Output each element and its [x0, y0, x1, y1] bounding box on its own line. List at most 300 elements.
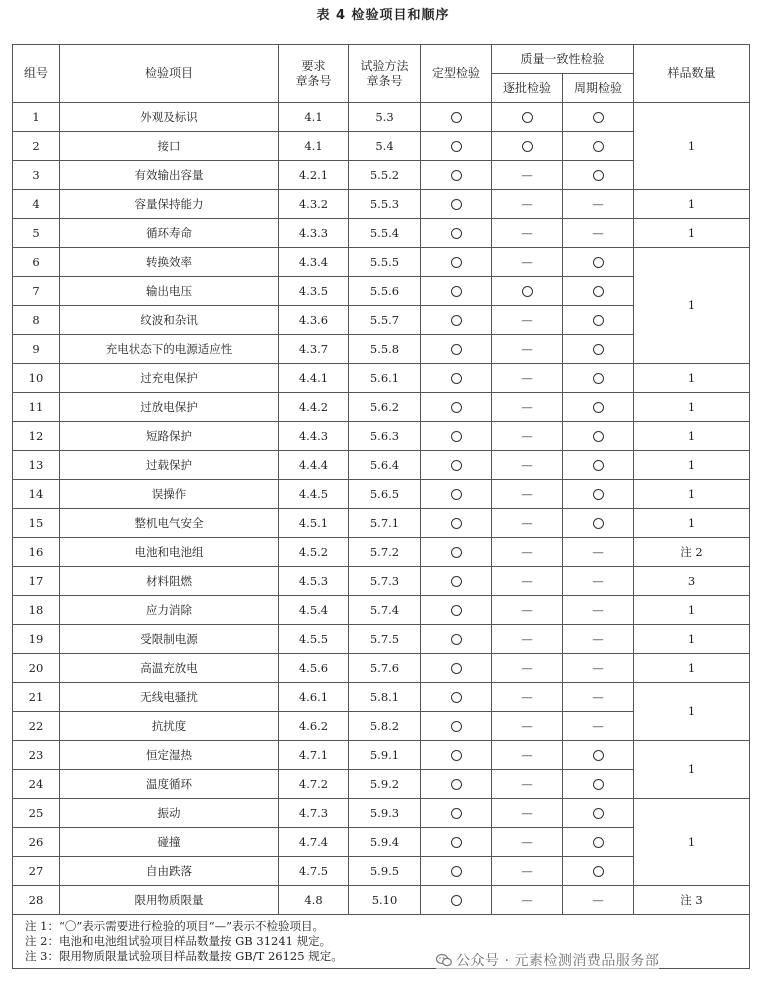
table-row: [13, 248, 750, 277]
cell-type-test: [421, 538, 492, 567]
dash-mark: —: [592, 602, 604, 617]
cell-periodic-test: [563, 683, 634, 712]
cell-method-clause: 5.3: [349, 103, 421, 132]
note-2: 注 2：电池和电池组试验项目样品数量按 GB 31241 规定。: [25, 934, 332, 948]
circle-mark: [451, 141, 462, 152]
dash-mark: —: [521, 399, 533, 414]
cell-item: 过充电保护: [60, 364, 279, 393]
cell-periodic-test: [563, 480, 634, 509]
cell-item: 应力消除: [60, 596, 279, 625]
cell-req-clause: 4.5.6: [279, 654, 349, 683]
cell-req-clause: 4.5.5: [279, 625, 349, 654]
circle-mark: [593, 431, 604, 442]
cell-sample-qty: 1: [634, 451, 750, 480]
cell-type-test: [421, 219, 492, 248]
cell-method-clause: 5.8.1: [349, 683, 421, 712]
cell-type-test: [421, 654, 492, 683]
cell-item: 容量保持能力: [60, 190, 279, 219]
cell-item: 温度循环: [60, 770, 279, 799]
table-row: [13, 190, 750, 219]
dash-mark: —: [521, 660, 533, 675]
cell-group-no: 24: [13, 770, 60, 799]
cell-req-clause: 4.7.3: [279, 799, 349, 828]
cell-group-no: 8: [13, 306, 60, 335]
cell-group-no: 3: [13, 161, 60, 190]
circle-mark: [451, 634, 462, 645]
cell-batch-test: [492, 654, 563, 683]
cell-method-clause: 5.6.4: [349, 451, 421, 480]
cell-method-clause: 5.9.1: [349, 741, 421, 770]
cell-group-no: 26: [13, 828, 60, 857]
cell-item: 自由跌落: [60, 857, 279, 886]
cell-req-clause: 4.3.6: [279, 306, 349, 335]
cell-sample-qty: 1: [634, 364, 750, 393]
table-title: 表 4 检验项目和顺序: [316, 8, 450, 23]
dash-mark: —: [521, 428, 533, 443]
cell-group-no: 5: [13, 219, 60, 248]
cell-req-clause: 4.5.3: [279, 567, 349, 596]
cell-batch-test: [492, 480, 563, 509]
table-row: [13, 567, 750, 596]
cell-sample-qty: 1: [634, 741, 750, 799]
cell-periodic-test: [563, 509, 634, 538]
cell-sample-qty: 3: [634, 567, 750, 596]
cell-group-no: 17: [13, 567, 60, 596]
circle-mark: [522, 141, 533, 152]
cell-group-no: 12: [13, 422, 60, 451]
table-row: [13, 509, 750, 538]
cell-sample-qty: 1: [634, 219, 750, 248]
cell-type-test: [421, 393, 492, 422]
cell-sample-qty: 1: [634, 103, 750, 190]
cell-periodic-test: [563, 770, 634, 799]
cell-group-no: 1: [13, 103, 60, 132]
cell-batch-test: [492, 277, 563, 306]
cell-batch-test: [492, 422, 563, 451]
cell-item: 材料阻燃: [60, 567, 279, 596]
circle-mark: [593, 257, 604, 268]
cell-batch-test: [492, 335, 563, 364]
cell-periodic-test: [563, 799, 634, 828]
cell-method-clause: 5.7.2: [349, 538, 421, 567]
cell-method-clause: 5.7.5: [349, 625, 421, 654]
header-group-no: 组号: [13, 45, 60, 103]
cell-method-clause: 5.5.4: [349, 219, 421, 248]
cell-item: 过载保护: [60, 451, 279, 480]
circle-mark: [451, 344, 462, 355]
cell-item: 循环寿命: [60, 219, 279, 248]
cell-group-no: 16: [13, 538, 60, 567]
circle-mark: [451, 576, 462, 587]
cell-req-clause: 4.1: [279, 103, 349, 132]
cell-batch-test: [492, 567, 563, 596]
cell-item: 抗扰度: [60, 712, 279, 741]
cell-sample-qty: 1: [634, 596, 750, 625]
circle-mark: [451, 112, 462, 123]
dash-mark: —: [521, 805, 533, 820]
cell-batch-test: [492, 306, 563, 335]
cell-type-test: [421, 451, 492, 480]
cell-periodic-test: [563, 857, 634, 886]
table-row: [13, 103, 750, 132]
cell-item: 无线电骚扰: [60, 683, 279, 712]
circle-mark: [451, 779, 462, 790]
cell-req-clause: 4.7.5: [279, 857, 349, 886]
cell-periodic-test: [563, 567, 634, 596]
cell-item: 转换效率: [60, 248, 279, 277]
cell-sample-qty: 1: [634, 509, 750, 538]
cell-group-no: 23: [13, 741, 60, 770]
table-row: [13, 799, 750, 828]
circle-mark: [451, 547, 462, 558]
circle-mark: [593, 141, 604, 152]
dash-mark: —: [521, 863, 533, 878]
cell-periodic-test: [563, 277, 634, 306]
cell-group-no: 7: [13, 277, 60, 306]
circle-mark: [593, 518, 604, 529]
circle-mark: [522, 112, 533, 123]
cell-type-test: [421, 625, 492, 654]
cell-periodic-test: [563, 596, 634, 625]
cell-method-clause: 5.5.5: [349, 248, 421, 277]
circle-mark: [451, 199, 462, 210]
cell-group-no: 2: [13, 132, 60, 161]
cell-group-no: 20: [13, 654, 60, 683]
table-row: [13, 219, 750, 248]
cell-req-clause: 4.7.4: [279, 828, 349, 857]
table-row: [13, 393, 750, 422]
cell-batch-test: [492, 248, 563, 277]
cell-periodic-test: [563, 712, 634, 741]
circle-mark: [522, 286, 533, 297]
table-row: [13, 596, 750, 625]
cell-req-clause: 4.4.2: [279, 393, 349, 422]
cell-req-clause: 4.4.3: [279, 422, 349, 451]
cell-req-clause: 4.2.1: [279, 161, 349, 190]
dash-mark: —: [521, 312, 533, 327]
circle-mark: [451, 837, 462, 848]
dash-mark: —: [592, 225, 604, 240]
dash-mark: —: [521, 776, 533, 791]
cell-batch-test: [492, 741, 563, 770]
cell-type-test: [421, 799, 492, 828]
cell-group-no: 15: [13, 509, 60, 538]
cell-method-clause: 5.9.3: [349, 799, 421, 828]
cell-item: 过放电保护: [60, 393, 279, 422]
cell-sample-qty: 1: [634, 480, 750, 509]
cell-sample-qty: 1: [634, 248, 750, 364]
table-row: [13, 538, 750, 567]
cell-type-test: [421, 364, 492, 393]
header-req-clause: 要求 章条号: [279, 45, 349, 103]
cell-type-test: [421, 770, 492, 799]
circle-mark: [593, 489, 604, 500]
cell-item: 有效输出容量: [60, 161, 279, 190]
watermark: [436, 950, 659, 970]
cell-item: 整机电气安全: [60, 509, 279, 538]
note-1: 注 1：“〇”表示需要进行检验的项目“—”表示不检验项目。: [25, 919, 324, 933]
cell-sample-qty: 注 2: [634, 538, 750, 567]
cell-periodic-test: [563, 625, 634, 654]
cell-periodic-test: [563, 103, 634, 132]
cell-req-clause: 4.3.2: [279, 190, 349, 219]
cell-periodic-test: [563, 248, 634, 277]
circle-mark: [593, 315, 604, 326]
cell-type-test: [421, 828, 492, 857]
dash-mark: —: [592, 544, 604, 559]
cell-req-clause: 4.8: [279, 886, 349, 915]
cell-type-test: [421, 480, 492, 509]
cell-req-clause: 4.7.1: [279, 741, 349, 770]
circle-mark: [451, 866, 462, 877]
cell-periodic-test: [563, 335, 634, 364]
cell-type-test: [421, 132, 492, 161]
cell-req-clause: 4.5.4: [279, 596, 349, 625]
dash-mark: —: [521, 167, 533, 182]
dash-mark: —: [592, 892, 604, 907]
cell-type-test: [421, 248, 492, 277]
cell-item: 电池和电池组: [60, 538, 279, 567]
cell-sample-qty: 1: [634, 625, 750, 654]
circle-mark: [451, 170, 462, 181]
cell-method-clause: 5.5.2: [349, 161, 421, 190]
cell-group-no: 22: [13, 712, 60, 741]
circle-mark: [593, 808, 604, 819]
dash-mark: —: [592, 196, 604, 211]
cell-periodic-test: [563, 132, 634, 161]
cell-method-clause: 5.5.6: [349, 277, 421, 306]
cell-sample-qty: 1: [634, 190, 750, 219]
table-row: [13, 741, 750, 770]
circle-mark: [593, 344, 604, 355]
circle-mark: [451, 373, 462, 384]
cell-req-clause: 4.6.1: [279, 683, 349, 712]
cell-item: 恒定湿热: [60, 741, 279, 770]
circle-mark: [593, 373, 604, 384]
cell-req-clause: 4.3.3: [279, 219, 349, 248]
cell-type-test: [421, 683, 492, 712]
cell-group-no: 14: [13, 480, 60, 509]
circle-mark: [451, 750, 462, 761]
cell-sample-qty: 1: [634, 393, 750, 422]
cell-item: 高温充放电: [60, 654, 279, 683]
cell-item: 短路保护: [60, 422, 279, 451]
cell-batch-test: [492, 451, 563, 480]
cell-item: 受限制电源: [60, 625, 279, 654]
cell-method-clause: 5.6.1: [349, 364, 421, 393]
cell-group-no: 4: [13, 190, 60, 219]
table-row: [13, 654, 750, 683]
cell-group-no: 25: [13, 799, 60, 828]
cell-method-clause: 5.9.5: [349, 857, 421, 886]
cell-req-clause: 4.4.4: [279, 451, 349, 480]
circle-mark: [451, 605, 462, 616]
cell-req-clause: 4.3.7: [279, 335, 349, 364]
table-row: [13, 364, 750, 393]
header-item: 检验项目: [60, 45, 279, 103]
circle-mark: [451, 257, 462, 268]
cell-periodic-test: [563, 741, 634, 770]
cell-group-no: 13: [13, 451, 60, 480]
note-3: 注 3：限用物质限量试验项目样品数量按 GB/T 26125 规定。: [25, 949, 343, 963]
cell-batch-test: [492, 770, 563, 799]
cell-method-clause: 5.6.5: [349, 480, 421, 509]
cell-method-clause: 5.10: [349, 886, 421, 915]
dash-mark: —: [521, 225, 533, 240]
cell-req-clause: 4.1: [279, 132, 349, 161]
cell-sample-qty: 注 3: [634, 886, 750, 915]
circle-mark: [593, 402, 604, 413]
cell-req-clause: 4.4.1: [279, 364, 349, 393]
cell-batch-test: [492, 596, 563, 625]
cell-periodic-test: [563, 219, 634, 248]
cell-group-no: 19: [13, 625, 60, 654]
cell-group-no: 10: [13, 364, 60, 393]
cell-sample-qty: 1: [634, 683, 750, 741]
circle-mark: [593, 750, 604, 761]
cell-method-clause: 5.6.3: [349, 422, 421, 451]
cell-method-clause: 5.7.4: [349, 596, 421, 625]
table-row: [13, 886, 750, 915]
cell-group-no: 6: [13, 248, 60, 277]
cell-batch-test: [492, 509, 563, 538]
cell-req-clause: 4.7.2: [279, 770, 349, 799]
cell-method-clause: 5.5.8: [349, 335, 421, 364]
dash-mark: —: [521, 486, 533, 501]
dash-mark: —: [592, 689, 604, 704]
cell-group-no: 9: [13, 335, 60, 364]
cell-group-no: 28: [13, 886, 60, 915]
dash-mark: —: [521, 689, 533, 704]
dash-mark: —: [521, 834, 533, 849]
circle-mark: [593, 286, 604, 297]
cell-item: 接口: [60, 132, 279, 161]
table-row: [13, 451, 750, 480]
cell-periodic-test: [563, 161, 634, 190]
cell-batch-test: [492, 190, 563, 219]
cell-group-no: 18: [13, 596, 60, 625]
dash-mark: —: [592, 660, 604, 675]
cell-group-no: 27: [13, 857, 60, 886]
cell-type-test: [421, 335, 492, 364]
table-row: [13, 480, 750, 509]
dash-mark: —: [521, 341, 533, 356]
cell-periodic-test: [563, 886, 634, 915]
dash-mark: —: [521, 718, 533, 733]
cell-type-test: [421, 857, 492, 886]
cell-type-test: [421, 190, 492, 219]
circle-mark: [593, 460, 604, 471]
dash-mark: —: [521, 457, 533, 472]
cell-sample-qty: 1: [634, 799, 750, 886]
cell-periodic-test: [563, 422, 634, 451]
dash-mark: —: [592, 718, 604, 733]
circle-mark: [451, 228, 462, 239]
circle-mark: [451, 518, 462, 529]
dash-mark: —: [521, 370, 533, 385]
dash-mark: —: [521, 515, 533, 530]
cell-sample-qty: 1: [634, 654, 750, 683]
cell-req-clause: 4.5.2: [279, 538, 349, 567]
cell-periodic-test: [563, 364, 634, 393]
cell-batch-test: [492, 857, 563, 886]
header-periodic-test: 周期检验: [563, 74, 634, 103]
cell-type-test: [421, 422, 492, 451]
cell-group-no: 11: [13, 393, 60, 422]
circle-mark: [451, 895, 462, 906]
cell-req-clause: 4.3.4: [279, 248, 349, 277]
cell-periodic-test: [563, 538, 634, 567]
cell-periodic-test: [563, 190, 634, 219]
dash-mark: —: [521, 544, 533, 559]
circle-mark: [593, 837, 604, 848]
cell-batch-test: [492, 828, 563, 857]
table-row: [13, 683, 750, 712]
cell-batch-test: [492, 393, 563, 422]
table-row: [13, 625, 750, 654]
cell-batch-test: [492, 799, 563, 828]
cell-periodic-test: [563, 828, 634, 857]
cell-type-test: [421, 103, 492, 132]
cell-batch-test: [492, 132, 563, 161]
cell-method-clause: 5.6.2: [349, 393, 421, 422]
cell-type-test: [421, 277, 492, 306]
cell-method-clause: 5.9.2: [349, 770, 421, 799]
circle-mark: [451, 431, 462, 442]
circle-mark: [451, 721, 462, 732]
cell-method-clause: 5.7.3: [349, 567, 421, 596]
cell-item: 误操作: [60, 480, 279, 509]
circle-mark: [593, 866, 604, 877]
cell-req-clause: 4.3.5: [279, 277, 349, 306]
cell-periodic-test: [563, 451, 634, 480]
circle-mark: [451, 489, 462, 500]
cell-sample-qty: 1: [634, 422, 750, 451]
circle-mark: [451, 402, 462, 413]
cell-periodic-test: [563, 393, 634, 422]
cell-method-clause: 5.8.2: [349, 712, 421, 741]
dash-mark: —: [521, 196, 533, 211]
circle-mark: [593, 170, 604, 181]
cell-batch-test: [492, 683, 563, 712]
cell-batch-test: [492, 161, 563, 190]
cell-method-clause: 5.5.7: [349, 306, 421, 335]
header-batch-test: 逐批检验: [492, 74, 563, 103]
circle-mark: [593, 112, 604, 123]
cell-method-clause: 5.7.1: [349, 509, 421, 538]
cell-batch-test: [492, 886, 563, 915]
cell-batch-test: [492, 103, 563, 132]
cell-req-clause: 4.6.2: [279, 712, 349, 741]
cell-type-test: [421, 567, 492, 596]
watermark-text: 公众号 · 元素检测消费品服务部: [456, 953, 660, 969]
cell-item: 外观及标识: [60, 103, 279, 132]
cell-item: 纹波和杂讯: [60, 306, 279, 335]
dash-mark: —: [521, 602, 533, 617]
cell-method-clause: 5.9.4: [349, 828, 421, 857]
circle-mark: [451, 808, 462, 819]
circle-mark: [451, 460, 462, 471]
header-method-clause: 试验方法 章条号: [349, 45, 421, 103]
cell-type-test: [421, 509, 492, 538]
cell-batch-test: [492, 712, 563, 741]
cell-type-test: [421, 886, 492, 915]
cell-item: 限用物质限量: [60, 886, 279, 915]
dash-mark: —: [521, 631, 533, 646]
cell-type-test: [421, 161, 492, 190]
dash-mark: —: [521, 747, 533, 762]
cell-periodic-test: [563, 654, 634, 683]
